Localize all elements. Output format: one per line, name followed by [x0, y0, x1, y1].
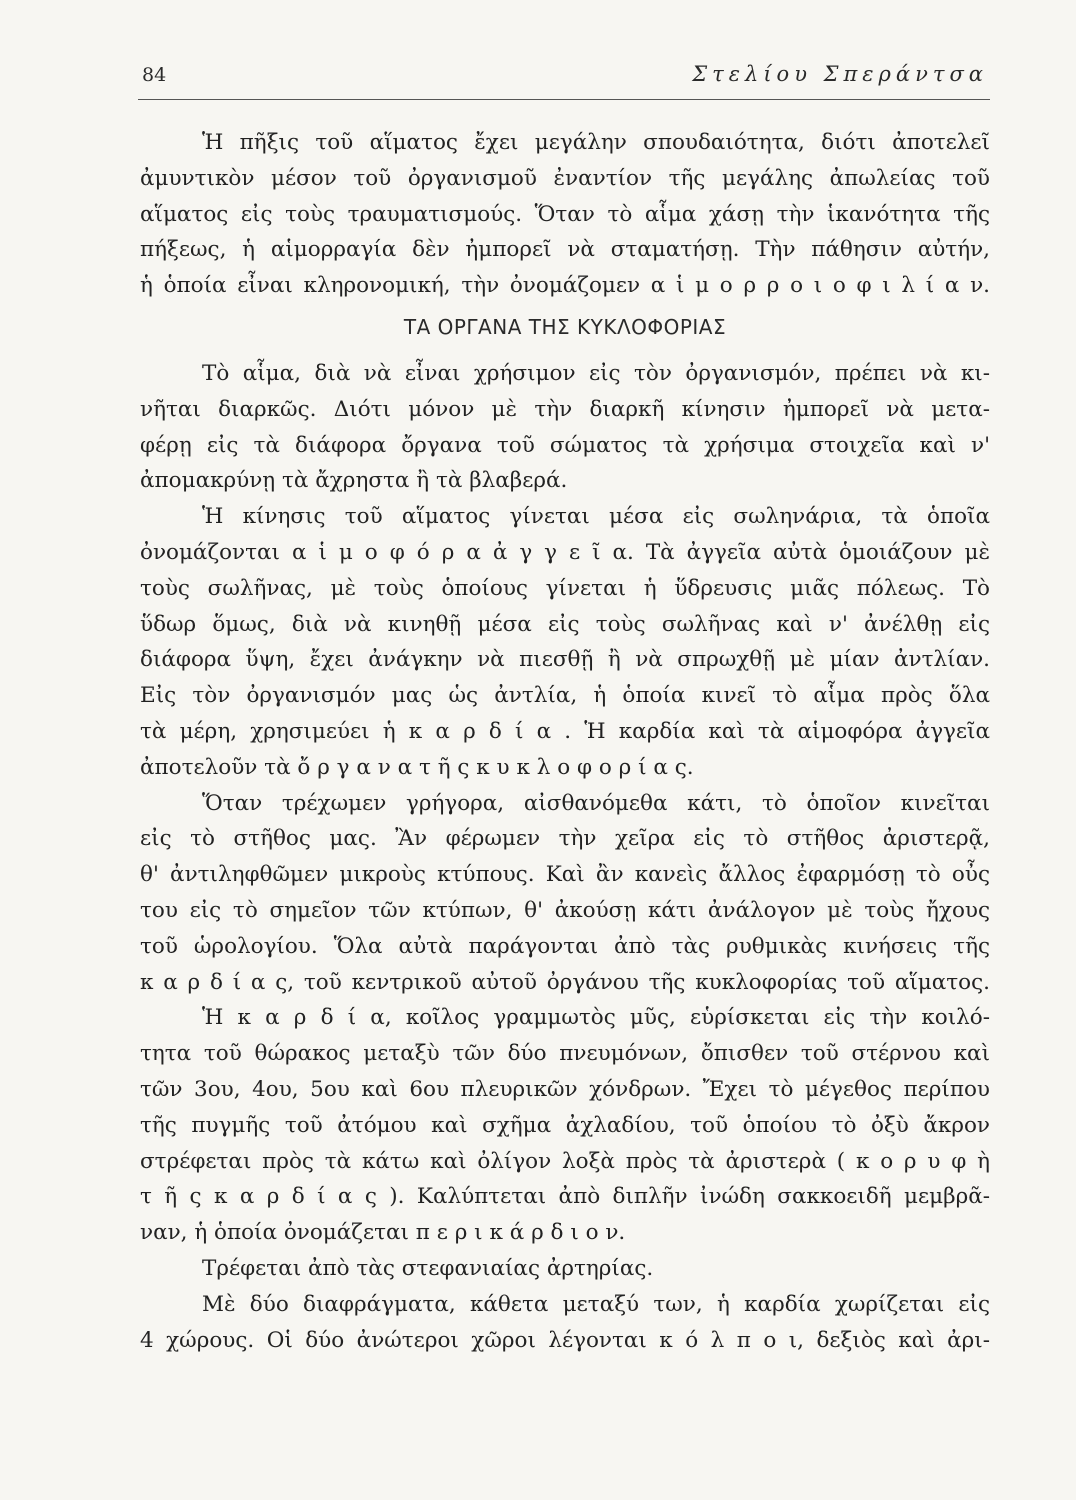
text-line: τοῦ ὡρολογίου. Ὅλα αὐτὰ παράγονται ἀπὸ τὰς ρυθμικὰς κινήσεις τῆς: [140, 933, 990, 959]
text-line: ναν, ἡ ὁποία ὀνομάζεται π ε ρ ι κ ά ρ δ ι ο ν.: [140, 1220, 626, 1246]
text-line: του εἰς τὸ σημεῖον τῶν κτύπων, θ' ἀκούσῃ κάτι ἀνάλογον μὲ τοὺς ἤχους: [140, 897, 990, 923]
text-line: διάφορα ὕψη, ἔχει ἀνάγκην νὰ πιεσθῇ ἢ νὰ σπρωχθῇ μὲ μίαν ἀντλίαν.: [140, 647, 990, 673]
text-line: τῆς πυγμῆς τοῦ ἀτόμου καὶ σχῆμα ἀχλαδίου, τοῦ ὁποίου τὸ ὀξὺ ἄκρον: [140, 1112, 990, 1138]
text-line: Ὅταν τρέχωμεν γρήγορα, αἰσθανόμεθα κάτι, τὸ ὁποῖον κινεῖται: [202, 790, 990, 816]
text-line: Εἰς τὸν ὀργανισμόν μας ὡς ἀντλία, ἡ ὁποία κινεῖ τὸ αἷμα πρὸς ὅλα: [140, 683, 990, 709]
text-line: νῆται διαρκῶς. Διότι μόνον μὲ τὴν διαρκῆ κίνησιν ἠμπορεῖ νὰ μετα-: [140, 396, 990, 422]
text-line: Τρέφεται ἀπὸ τὰς στεφανιαίας ἀρτηρίας.: [202, 1255, 654, 1281]
running-head: [138, 62, 990, 98]
text-line: Ἡ κ α ρ δ ί α, κοῖλος γραμμωτὸς μῦς, εὑρίσκεται εἰς τὴν κοιλό-: [202, 1005, 990, 1031]
text-line: στρέφεται πρὸς τὰ κάτω καὶ ὀλίγον λοξὰ πρὸς τὰ ἀριστερὰ ( κ ο ρ υ φ ὴ: [140, 1148, 990, 1174]
text-line: ἀποτελοῦν τὰ ὄ ρ γ α ν α τ ῆ ς κ υ κ λ ο φ ο ρ ί α ς.: [140, 754, 694, 780]
text-line: τητα τοῦ θώρακος μεταξὺ τῶν δύο πνευμόνων, ὄπισθεν τοῦ στέρνου καὶ: [140, 1041, 990, 1067]
body-text: [140, 125, 990, 1358]
text-line: 4 χώρους. Οἱ δύο ἀνώτεροι χῶροι λέγονται κ ό λ π ο ι, δεξιὸς καὶ ἀρι-: [140, 1327, 990, 1353]
text-line: ἀπομακρύνῃ τὰ ἄχρηστα ἢ τὰ βλαβερά.: [140, 468, 568, 494]
text-line: φέρῃ εἰς τὰ διάφορα ὄργανα τοῦ σώματος τὰ χρήσιμα στοιχεῖα καὶ ν': [140, 432, 990, 458]
text-line: ὀνομάζονται α ἱ μ ο φ ό ρ α ἀ γ γ ε ῖ α. Τὰ ἀγγεῖα αὐτὰ ὁμοιάζουν μὲ: [140, 539, 990, 565]
text-line: Ἡ πῆξις τοῦ αἵματος ἔχει μεγάλην σπουδαιότητα, διότι ἀποτελεῖ: [202, 130, 990, 155]
header-rule: [138, 99, 990, 100]
text-line: τὰ μέρη, χρησιμεύει ἡ κ α ρ δ ί α . Ἡ καρδία καὶ τὰ αἱμοφόρα ἀγγεῖα: [140, 718, 990, 744]
text-line: Μὲ δύο διαφράγματα, κάθετα μεταξύ των, ἡ καρδία χωρίζεται εἰς: [202, 1291, 990, 1317]
text-line: εἰς τὸ στῆθος μας. Ἂν φέρωμεν τὴν χεῖρα εἰς τὸ στῆθος ἀριστερᾷ,: [140, 826, 990, 852]
text-line: ἀμυντικὸν μέσον τοῦ ὀργανισμοῦ ἐναντίον τῆς μεγάλης ἀπωλείας τοῦ: [140, 165, 990, 191]
text-line: αἵματος εἰς τοὺς τραυματισμούς. Ὅταν τὸ αἷμα χάσῃ τὴν ἱκανότητα τῆς: [140, 201, 990, 227]
text-line: Ἡ κίνησις τοῦ αἵματος γίνεται μέσα εἰς σωληνάρια, τὰ ὁποῖα: [202, 504, 990, 530]
text-line: τῶν 3ου, 4ου, 5ου καὶ 6ου πλευρικῶν χόνδρων. Ἔχει τὸ μέγεθος περίπου: [140, 1076, 990, 1102]
text-line: πήξεως, ἡ αἱμορραγία δὲν ἠμπορεῖ νὰ σταματήσῃ. Τὴν πάθησιν αὐτήν,: [140, 237, 990, 263]
section-heading: ΤΑ ΟΡΓΑΝΑ ΤΗΣ ΚΥΚΛΟΦΟΡΙΑΣ: [403, 314, 727, 339]
text-line: Τὸ αἷμα, διὰ νὰ εἶναι χρήσιμον εἰς τὸν ὀργανισμόν, πρέπει νὰ κι-: [202, 360, 990, 386]
paragraph-group-before-heading: [140, 125, 990, 304]
text-line: τ ῆ ς κ α ρ δ ί α ς ). Καλύπτεται ἀπὸ διπλῆν ἰνώδη σακκοειδῆ μεμβρᾶ-: [140, 1184, 990, 1210]
page-number: 84: [142, 64, 167, 86]
text-line: ἡ ὁποία εἶναι κληρονομική, τὴν ὀνομάζομεν α ἱ μ ο ρ ρ ο ι ο φ ι λ ί α ν.: [140, 273, 990, 299]
text-line: θ' ἀντιληφθῶμεν μικροὺς κτύπους. Καὶ ἂν κανεὶς ἄλλος ἐφαρμόσῃ τὸ οὖς: [140, 862, 990, 888]
text-line: τοὺς σωλῆνας, μὲ τοὺς ὁποίους γίνεται ἡ ὕδρευσις μιᾶς πόλεως. Τὸ: [140, 575, 990, 601]
text-line: ὕδωρ ὅμως, διὰ νὰ κινηθῇ μέσα εἰς τοὺς σωλῆνας καὶ ν' ἀνέλθῃ εἰς: [140, 611, 990, 637]
paragraph-group-after-heading: [140, 356, 990, 1358]
running-head-author: Στελίου Σπεράντσα: [692, 62, 988, 86]
text-line: κ α ρ δ ί α ς, τοῦ κεντρικοῦ αὐτοῦ ὀργάνου τῆς κυκλοφορίας τοῦ αἵματος.: [140, 969, 990, 995]
